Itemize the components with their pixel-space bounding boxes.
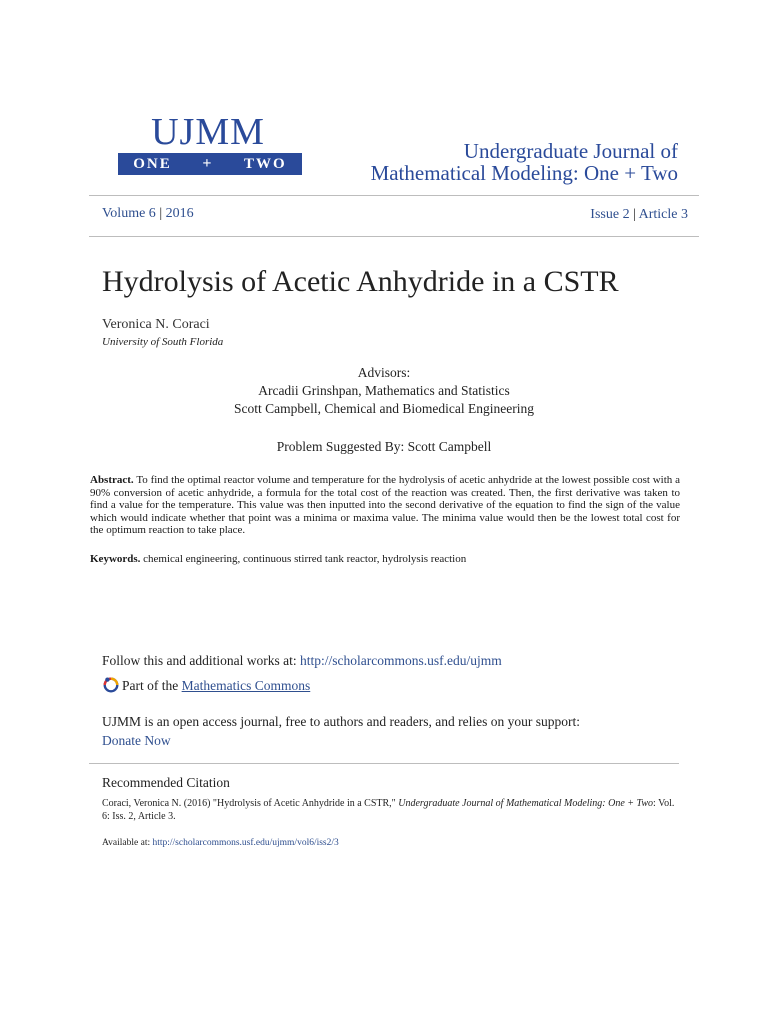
article-title: Hydrolysis of Acetic Anhydride in a CSTR [102,265,619,298]
citation-tail: : Vol. 6: Iss. 2, Article 3. [102,798,675,822]
available-at [102,838,339,848]
follow-line [102,653,502,669]
ujmm-logo [114,113,302,177]
article-link[interactable]: Article 3 [638,207,688,222]
author-name: Veronica N. Coraci [102,317,210,332]
follow-text: Follow this and additional works at: [102,653,297,668]
citation-plain: Coraci, Veronica N. (2016) "Hydrolysis of Acetic Anhydride in a CSTR," [102,798,396,809]
header-rule-top [89,195,699,196]
issue-link[interactable]: Issue 2 [590,207,630,222]
year-link[interactable]: 2016 [165,206,194,221]
problem-suggested-by: Problem Suggested By: Scott Campbell [276,439,492,454]
advisor-1: Arcadii Grinshpan, Mathematics and Statistics [258,383,510,398]
abstract-label: Abstract. [90,474,134,486]
keywords [90,553,466,565]
advisor-2: Scott Campbell, Chemical and Biomedical Engineering [234,401,534,416]
part-of-line [102,677,310,695]
follow-url-link[interactable]: http://scholarcommons.usf.edu/ujmm [300,653,502,668]
donate-now-link[interactable]: Donate Now [102,733,171,748]
keywords-text: chemical engineering, continuous stirred tank reactor, hydrolysis reaction [143,553,467,565]
header-rule-bottom [89,236,699,237]
issue-article [590,207,688,223]
volume-link[interactable]: Volume 6 [102,206,156,221]
volume-separator: | [159,206,163,221]
available-label: Available at: [102,838,151,848]
advisors-block [102,364,666,418]
logo-band-right: TWO [244,155,287,172]
volume-year [102,206,194,222]
keywords-label: Keywords. [90,553,141,565]
logo-wordmark: UJMM [151,111,265,153]
advisors-label: Advisors: [357,365,411,380]
recommended-citation-heading: Recommended Citation [102,775,230,790]
mathematics-commons-link[interactable]: Mathematics Commons [181,678,311,693]
abstract-text: To find the optimal reactor volume and temperature for the hydrolysis of acetic anhydride at the lowest possible cost with a 90% conversion of acetic anhydride, a formula for the total cost of the reaction was created. Then, the first derivative was taken to find a value for the temperature. This value was then inputted into the second derivative of the equation to find the sign of the value which would indicate whether that point was a minima or maxima value. The minima value would then be the lowest total cost for the optimum reaction to take place. [90,474,680,536]
logo-band [118,153,302,175]
citation-journal: Undergraduate Journal of Mathematical Modeling: One + Two [398,798,654,809]
author-affiliation: University of South Florida [102,336,224,348]
issue-separator: | [633,207,636,222]
citation-text [102,797,682,823]
logo-band-left: ONE [133,155,172,172]
available-url-link[interactable]: http://scholarcommons.usf.edu/ujmm/vol6/iss2/3 [152,838,339,848]
abstract [90,474,680,537]
support-text: UJMM is an open access journal, free to authors and readers, and relies on your support: [102,714,580,729]
citation-rule [89,763,679,764]
part-of-text: Part of the [122,678,179,693]
journal-title[interactable] [371,140,678,184]
network-commons-icon [102,676,120,694]
journal-title-line2: Mathematical Modeling: One + Two [370,161,678,185]
journal-title-line1: Undergraduate Journal of [463,139,678,163]
logo-band-plus: + [202,155,214,172]
